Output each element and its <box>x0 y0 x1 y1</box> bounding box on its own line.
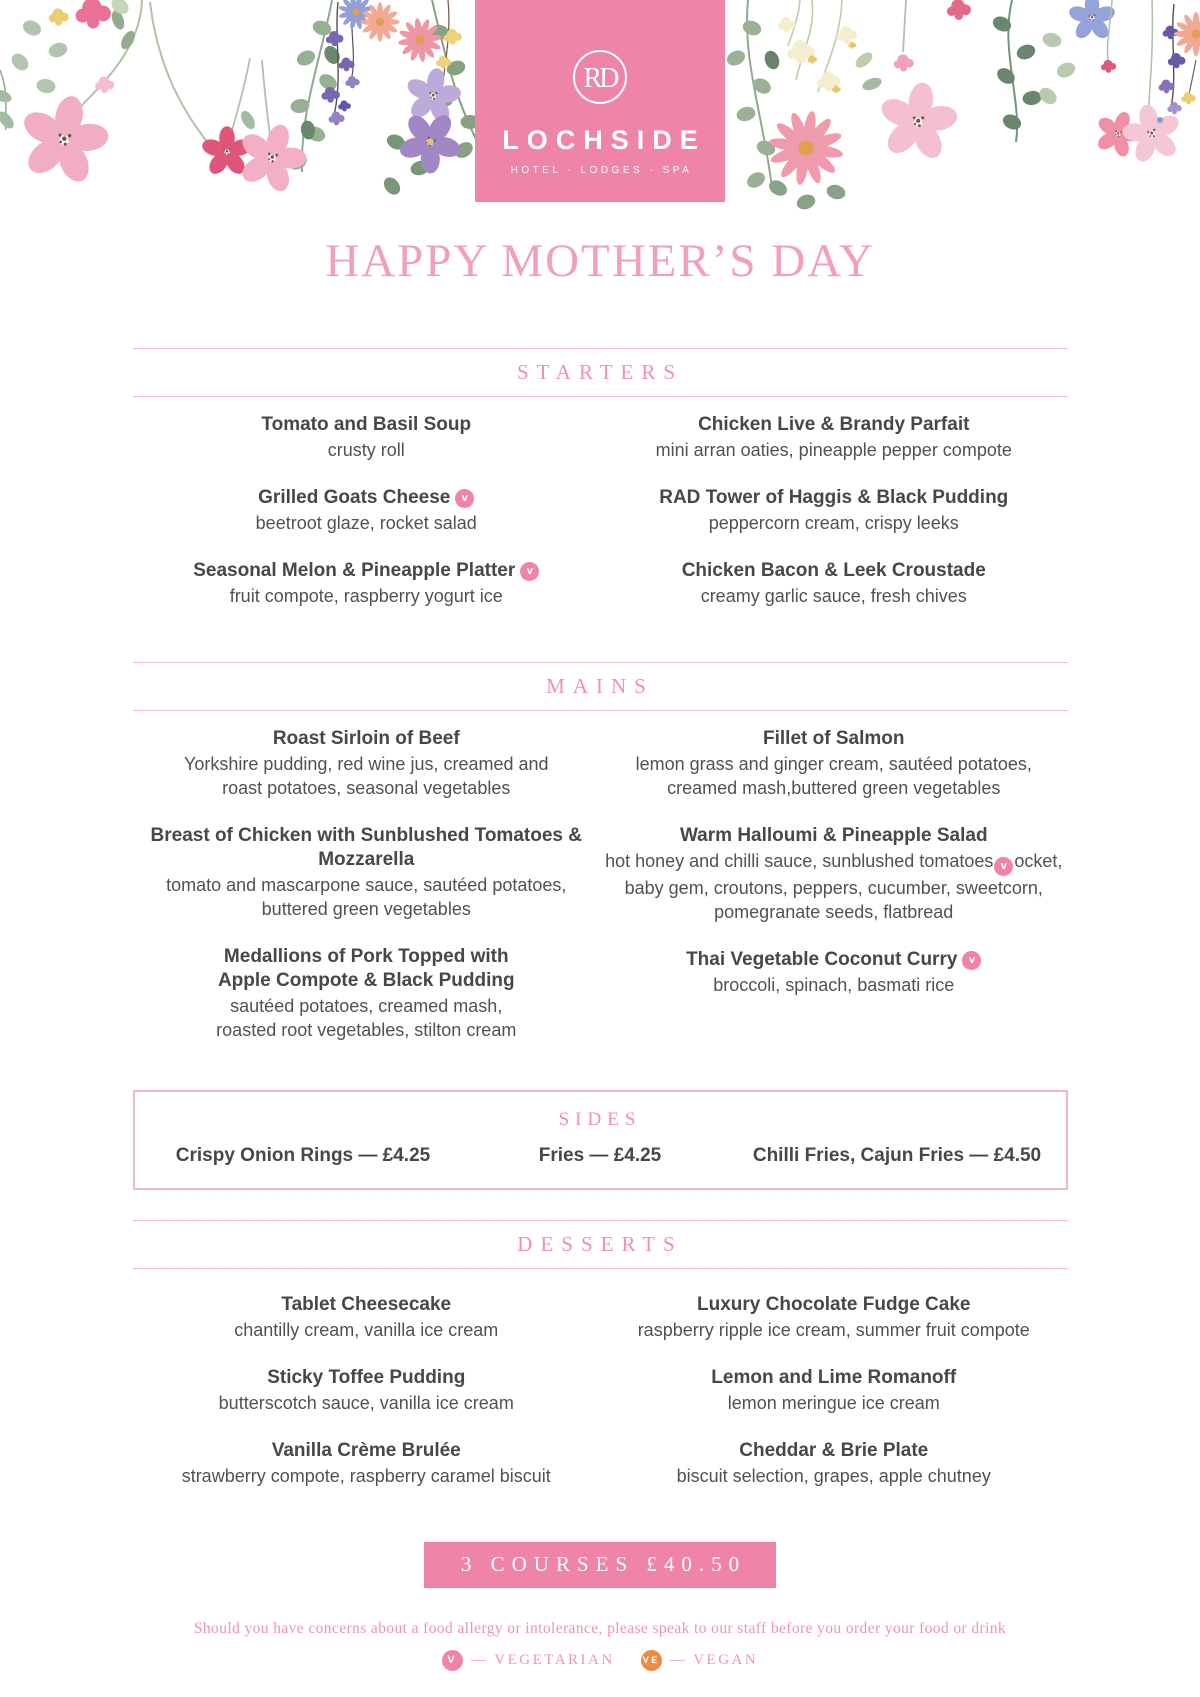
menu-item <box>600 559 1068 608</box>
item-desc: sautéed potatoes, creamed mash, roasted root vegetables, stilton cream <box>216 996 517 1041</box>
vegetarian-badge-icon: V <box>442 1650 463 1671</box>
starters-grid <box>133 413 1068 632</box>
item-desc: mini arran oaties, pineapple pepper compote <box>655 440 1012 461</box>
item-desc: lemon meringue ice cream <box>727 1393 940 1414</box>
brand-header <box>475 0 725 202</box>
item-desc: fruit compote, raspberry yogurt ice <box>229 586 503 607</box>
menu-item <box>600 486 1068 535</box>
three-courses-price-banner: 3 COURSES £40.50 <box>424 1542 776 1588</box>
menu-item <box>133 559 601 608</box>
vegetarian-badge-icon: v <box>962 951 981 970</box>
dietary-legend <box>0 1650 1200 1671</box>
starters-section <box>133 348 1068 632</box>
menu-item <box>600 413 1068 462</box>
item-desc: beetroot glaze, rocket salad <box>255 513 477 534</box>
mains-grid <box>133 727 1068 1066</box>
item-name: Thai Vegetable Coconut Curry v <box>600 948 1068 972</box>
vegetarian-badge-icon: v <box>994 857 1013 876</box>
item-desc: strawberry compote, raspberry caramel biscuit <box>181 1466 551 1487</box>
item-name: Tomato and Basil Soup <box>261 414 472 436</box>
menu-column <box>600 727 1068 1066</box>
menu-column <box>133 727 601 1066</box>
item-name: Medallions of Pork Topped with Apple Compote & Black Pudding <box>217 946 515 992</box>
item-name: Roast Sirloin of Beef <box>272 728 460 750</box>
vegetarian-badge-icon: v <box>520 562 539 581</box>
menu-item <box>600 948 1068 997</box>
item-name: Chicken Live & Brandy Parfait <box>698 414 970 436</box>
item-desc: broccoli, spinach, basmati rice <box>713 975 955 996</box>
page-title: HAPPY MOTHER’S DAY <box>325 235 875 287</box>
item-name: RAD Tower of Haggis & Black Pudding <box>659 487 1009 509</box>
menu-item <box>133 824 601 921</box>
menu-column <box>133 413 601 632</box>
vegan-badge-icon: VE <box>641 1650 662 1671</box>
side-item: Chilli Fries, Cajun Fries — £4.50 <box>752 1145 1042 1167</box>
item-name: Cheddar & Brie Plate <box>739 1440 929 1462</box>
item-name: Chicken Bacon & Leek Croustade <box>681 560 986 582</box>
item-desc: hot honey and chilli sauce, sunblushed tomatoes v ocket, baby gem, croutons, peppers, cucumber, sweetcorn, pomegranate seeds, flatbread <box>605 851 1063 923</box>
sides-row <box>155 1144 1046 1168</box>
allergy-note: Should you have concerns about a food allergy or intolerance, please speak to our staff before you order your food or drink <box>193 1620 1007 1638</box>
menu-item <box>600 1366 1068 1415</box>
item-desc: chantilly cream, vanilla ice cream <box>234 1320 499 1341</box>
item-name: Luxury Chocolate Fudge Cake <box>697 1294 971 1316</box>
menu-column <box>600 413 1068 632</box>
legend-vegan <box>641 1650 758 1671</box>
mains-section <box>133 662 1068 1066</box>
item-desc: peppercorn cream, crispy leeks <box>708 513 959 534</box>
item-desc: crusty roll <box>327 440 405 461</box>
section-title: DESSERTS <box>517 1232 683 1257</box>
mains-header <box>133 662 1068 711</box>
item-desc: creamy garlic sauce, fresh chives <box>700 586 967 607</box>
menu-column <box>133 1293 601 1512</box>
side-item: Fries — £4.25 <box>538 1145 662 1167</box>
menu-item <box>600 824 1068 924</box>
desserts-header <box>133 1220 1068 1269</box>
starters-header <box>133 348 1068 397</box>
item-name: Lemon and Lime Romanoff <box>711 1367 957 1389</box>
item-name: Tablet Cheesecake <box>281 1294 452 1316</box>
brand-tagline: HOTEL · LODGES · SPA <box>510 165 693 176</box>
item-name: Breast of Chicken with Sunblushed Tomatoes & Mozzarella <box>150 825 582 871</box>
item-desc: Yorkshire pudding, red wine jus, creamed and roast potatoes, seasonal vegetables <box>183 754 549 799</box>
item-name: Sticky Toffee Pudding <box>267 1367 466 1389</box>
side-item: Crispy Onion Rings — £4.25 <box>175 1145 431 1167</box>
menu-item <box>133 727 601 800</box>
section-title: MAINS <box>546 674 654 699</box>
legend-label: — VEGAN <box>669 1652 759 1669</box>
item-name: Seasonal Melon & Pineapple Platter v <box>133 559 601 583</box>
desserts-grid <box>133 1293 1068 1512</box>
menu-item <box>133 413 601 462</box>
legend-vegetarian <box>442 1650 615 1671</box>
menu-item <box>600 727 1068 800</box>
brand-name: LOCHSIDE <box>502 125 706 155</box>
menu-item <box>600 1439 1068 1488</box>
menu-item <box>133 1366 601 1415</box>
item-name: Fillet of Salmon <box>763 728 905 750</box>
sides-title: SIDES <box>558 1109 642 1131</box>
item-desc: biscuit selection, grapes, apple chutney <box>676 1466 991 1487</box>
legend-label: — VEGETARIAN <box>470 1652 615 1669</box>
item-name: Grilled Goats Cheese v <box>133 486 601 510</box>
menu-item <box>600 1293 1068 1342</box>
menu-item <box>133 945 601 1042</box>
menu-column <box>600 1293 1068 1512</box>
menu-footer <box>0 1620 1200 1671</box>
menu-item <box>133 486 601 535</box>
vegetarian-badge-icon: v <box>455 489 474 508</box>
item-name: Warm Halloumi & Pineapple Salad <box>679 825 988 847</box>
item-name: Vanilla Crème Brulée <box>271 1440 461 1462</box>
lochside-logo-icon <box>567 44 633 110</box>
menu-item <box>133 1439 601 1488</box>
logo-monogram: RD <box>583 63 617 94</box>
menu-item <box>133 1293 601 1342</box>
item-desc: lemon grass and ginger cream, sautéed potatoes, creamed mash,buttered green vegetables <box>635 754 1032 799</box>
item-desc: raspberry ripple ice cream, summer fruit compote <box>637 1320 1030 1341</box>
item-desc: butterscotch sauce, vanilla ice cream <box>218 1393 514 1414</box>
sides-section <box>133 1090 1068 1190</box>
item-desc: tomato and mascarpone sauce, sautéed potatoes, buttered green vegetables <box>166 875 567 920</box>
desserts-section <box>133 1220 1068 1512</box>
section-title: STARTERS <box>516 360 684 385</box>
